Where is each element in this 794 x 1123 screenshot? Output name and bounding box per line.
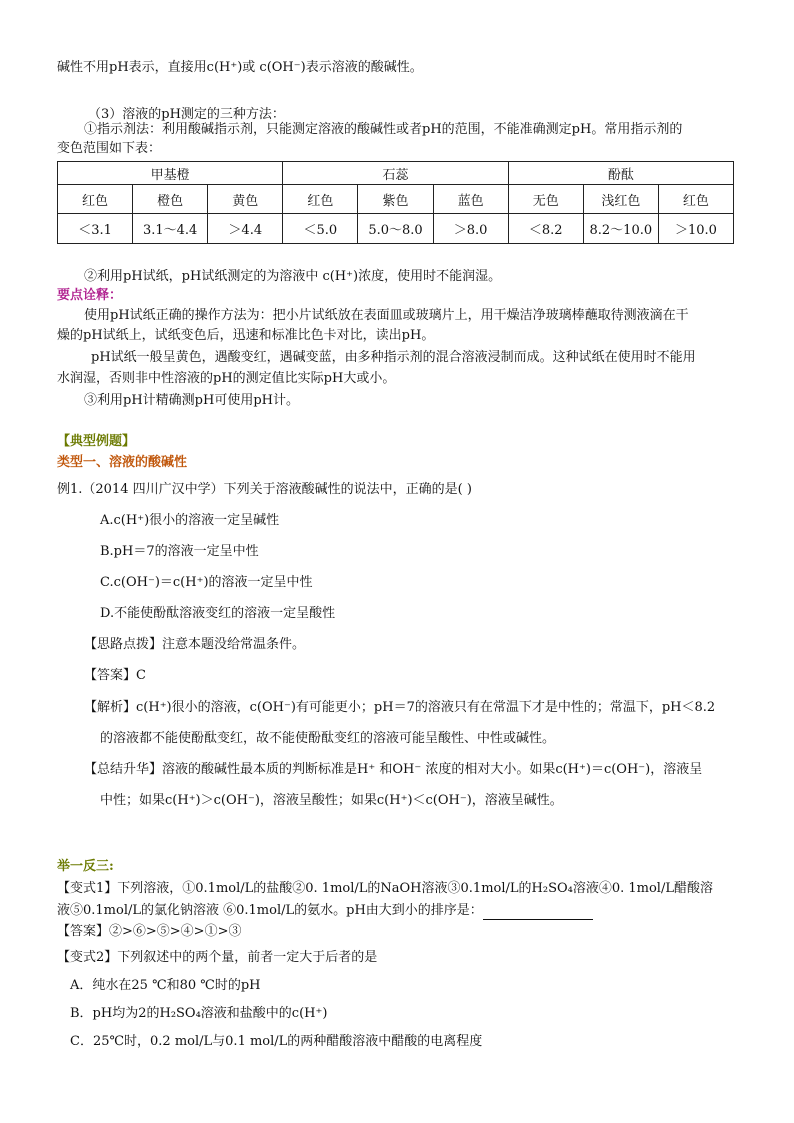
text-line: 使用pH试纸正确的操作方法为：把小片试纸放在表面皿或玻璃片上，用干燥洁净玻璃棒蘸取待测液滴在干: [84, 308, 689, 323]
summary-line: 【总结升华】溶液的酸碱性最本质的判断标准是H⁺ 和OH⁻ 浓度的相对大小。如果c(H⁺)＝c(OH⁻)，溶液呈: [84, 762, 703, 777]
text-line: （3）溶液的pH测定的三种方法：: [88, 107, 285, 122]
option-c: C．25℃时，0.2 mol/L与0.1 mol/L的两种醋酸溶液中醋酸的电离程度: [70, 1034, 483, 1049]
table-group-header: 甲基橙: [58, 162, 283, 185]
indicator-table: [57, 161, 734, 244]
table-cell: 5.0～8.0: [358, 214, 433, 244]
option-b: B.pH＝7的溶液一定呈中性: [100, 544, 259, 559]
option-a: A.c(H⁺)很小的溶液一定呈碱性: [100, 513, 280, 528]
table-cell: 橙色: [133, 185, 208, 214]
table-cell: 8.2～10.0: [583, 214, 658, 244]
answer-blank: [483, 905, 593, 920]
text-line: 水润湿，否则非中性溶液的pH的测定值比实际pH大或小。: [57, 371, 396, 386]
table-cell: 红色: [283, 185, 358, 214]
variant-line: 【变式2】下列叙述中的两个量，前者一定大于后者的是: [57, 950, 378, 965]
table-cell: 3.1～4.4: [133, 214, 208, 244]
table-cell: 红色: [58, 185, 133, 214]
table-cell: 紫色: [358, 185, 433, 214]
variant-text: 液⑤0.1mol/L的氯化钠溶液 ⑥0.1mol/L的氨水。pH由大到小的排序是：: [57, 903, 483, 918]
table-cell: ＜8.2: [508, 214, 583, 244]
section-heading: 举一反三:: [57, 859, 114, 874]
answer-line: 【答案】C: [84, 668, 146, 683]
section-heading: 【典型例题】: [57, 434, 136, 449]
table-cell: 红色: [658, 185, 733, 214]
text-line: 燥的pH试纸上，试纸变色后，迅速和标准比色卡对比，读出pH。: [57, 328, 435, 343]
text-line: ①指示剂法：利用酸碱指示剂，只能测定溶液的酸碱性或者pH的范围，不能准确测定pH。常用指示剂的: [84, 122, 683, 137]
summary-line: 中性；如果c(H⁺)＞c(OH⁻)，溶液呈酸性；如果c(H⁺)＜c(OH⁻)，溶液呈碱性。: [100, 793, 563, 808]
answer-line: 【答案】②>⑥>⑤>④>①>③: [57, 924, 242, 939]
table-cell: ＞10.0: [658, 214, 733, 244]
table-cell: 黄色: [208, 185, 283, 214]
text-line: ③利用pH计精确测pH可使用pH计。: [84, 393, 299, 408]
section-heading: 要点诠释：: [57, 288, 123, 303]
analysis-line: 的溶液都不能使酚酞变红，故不能使酚酞变红的溶液可能呈酸性、中性或碱性。: [100, 731, 556, 746]
table-cell: ＜5.0: [283, 214, 358, 244]
table-cell: ＜3.1: [58, 214, 133, 244]
option-b: B．pH均为2的H₂SO₄溶液和盐酸中的c(H⁺): [70, 1006, 328, 1021]
text-line: ②利用pH试纸，pH试纸测定的为溶液中 c(H⁺)浓度，使用时不能润湿。: [84, 269, 502, 284]
variant-line: 【变式1】下列溶液，①0.1mol/L的盐酸②0. 1mol/L的NaOH溶液③0.1mol/L的H₂SO₄溶液④0. 1mol/L醋酸溶: [57, 881, 713, 896]
variant-line: [57, 902, 593, 920]
option-c: C.c(OH⁻)＝c(H⁺)的溶液一定呈中性: [100, 575, 313, 590]
table-cell: ＞4.4: [208, 214, 283, 244]
option-d: D.不能使酚酞溶液变红的溶液一定呈酸性: [100, 606, 336, 621]
question-stem: 例1.（2014 四川广汉中学）下列关于溶液酸碱性的说法中，正确的是( ): [57, 482, 472, 497]
text-line: 变色范围如下表：: [57, 141, 162, 156]
hint-line: 【思路点拨】注意本题没给常温条件。: [84, 637, 306, 652]
text-line: 碱性不用pH表示，直接用c(H⁺)或 c(OH⁻)表示溶液的酸碱性。: [57, 60, 423, 75]
table-group-header: 酚酞: [508, 162, 733, 185]
analysis-line: 【解析】c(H⁺)很小的溶液，c(OH⁻)有可能更小；pH＝7的溶液只有在常温下才是中性的；常温下，pH＜8.2: [84, 700, 716, 715]
table-cell: ＞8.0: [433, 214, 508, 244]
table-cell: 蓝色: [433, 185, 508, 214]
table-cell: 浅红色: [583, 185, 658, 214]
table-cell: 无色: [508, 185, 583, 214]
section-heading: 类型一、溶液的酸碱性: [57, 455, 188, 470]
text-line: pH试纸一般呈黄色，遇酸变红，遇碱变蓝，由多种指示剂的混合溶液浸制而成。这种试纸在使用时不能用: [91, 350, 696, 365]
table-group-header: 石蕊: [283, 162, 508, 185]
option-a: A．纯水在25 ℃和80 ℃时的pH: [70, 978, 261, 993]
